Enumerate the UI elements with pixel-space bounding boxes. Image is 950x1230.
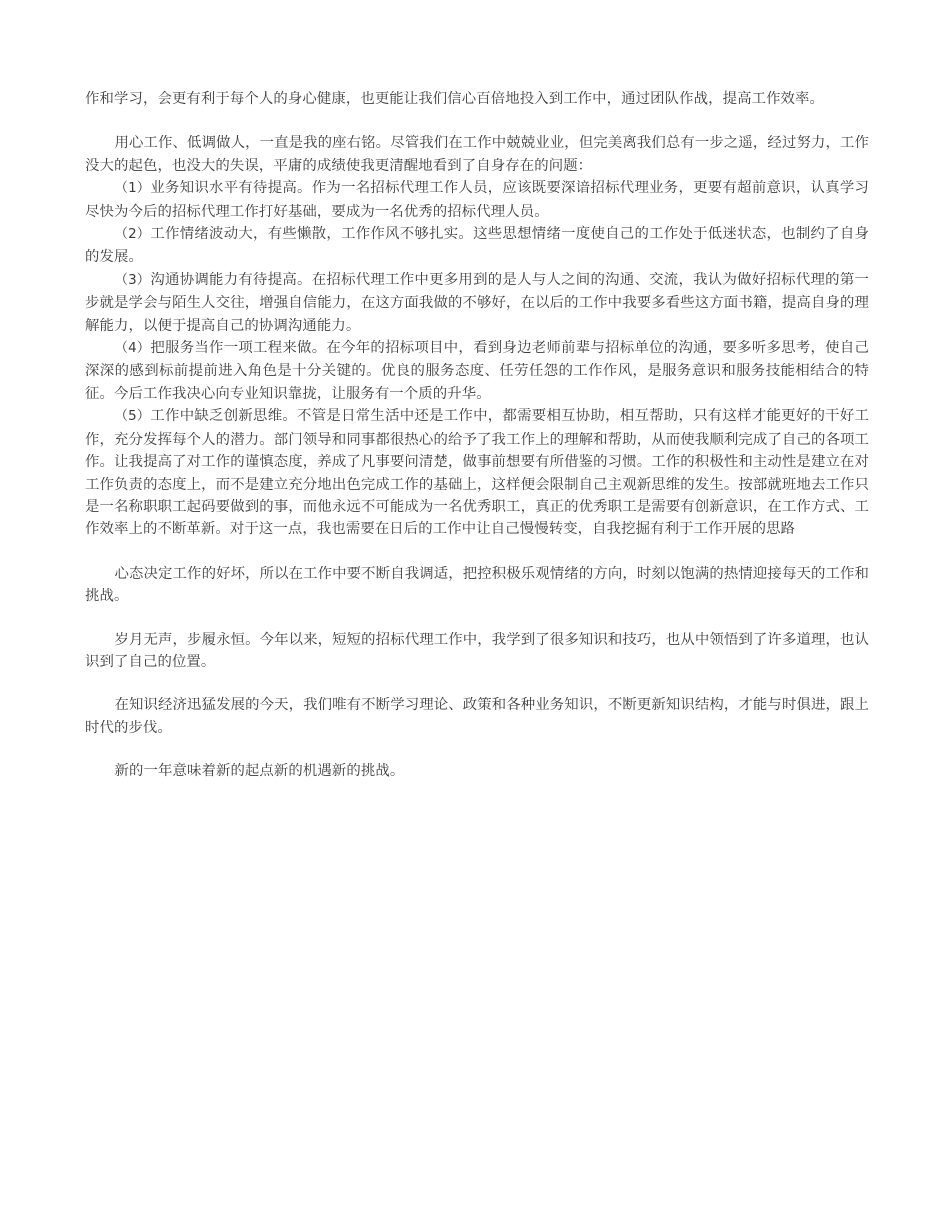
list-marker-5: （5） [114, 409, 151, 425]
list-marker-1: （1） [114, 181, 151, 197]
paragraph-spacer [85, 110, 869, 132]
document-body [85, 88, 869, 783]
list-marker-2: （2） [114, 227, 151, 243]
paragraph-spacer [85, 608, 869, 629]
paragraph-time: 岁月无声，步履永恒。今年以来，短短的招标代理工作中，我学到了很多知识和技巧，也从中领悟到了许多道理，也认识到了自己的位置。 [85, 631, 869, 670]
paragraph-mindset: 心态决定工作的好坏，所以在工作中要不断自我调适，把控积极乐观情绪的方向，时刻以饱满的热情迎接每天的工作和挑战。 [85, 565, 869, 605]
list-item-4-text: 把服务当作一项工程来做。在今年的招标项目中，看到身边老师前辈与招标单位的沟通，要多听多思考，使自己深深的感到标前提前进入角色是十分关键的。优良的服务态度、任劳任怨的工作作风，是服务意识和服务技能相结合的特征。今后工作我决心向专业知识靠拢，让服务有一个质的升华。 [85, 340, 869, 402]
list-item-1 [85, 177, 869, 223]
list-item-3-text: 沟通协调能力有待提高。在招标代理工作中更多用到的是人与人之间的沟通、交流，我认为做好招标代理的第一步就是学会与陌生人交往，增强自信能力，在这方面我做的不够好，在以后的工作中我要多看些这方面书籍，提高自身的理解能力，以便于提高自己的协调沟通能力。 [85, 271, 869, 334]
list-marker-3: （3） [114, 272, 151, 288]
list-item-3 [85, 269, 869, 337]
list-marker-4: （4） [114, 341, 151, 357]
paragraph-new-year: 新的一年意味着新的起点新的机遇新的挑战。 [114, 763, 405, 780]
list-item-2-text: 工作情绪波动大，有些懒散，工作作风不够扎实。这些思想情绪一度使自己的工作处于低迷状态，也制约了自身的发展。 [85, 226, 869, 266]
list-item-5 [85, 405, 869, 540]
paragraph-knowledge-economy: 在知识经济迅猛发展的今天，我们唯有不断学习理论、政策和各种业务知识，不断更新知识结构，才能与时俱进，跟上时代的步伐。 [85, 697, 869, 736]
list-item-5-text: 工作中缺乏创新思维。不管是日常生活中还是工作中，都需要相互协助，相互帮助，只有这样才能更好的干好工作，充分发挥每个人的潜力。部门领导和同事都很热心的给予了我工作上的理解和帮助，从而使我顺利完成了自己的各项工作。让我提高了对工作的谨慎态度，养成了凡事要问清楚，做事前想要有所借鉴的习惯。工作的积极性和主动性是建立在对工作负责的态度上，而不是建立充分地出色完成工作的基础上，这样便会限制自己主观新思维的发生。按部就班地去工作只是一名称职职工起码要做到的事，而他永远不可能成为一名优秀职工，真正的优秀职工是需要有创新意识，在工作方式、工作效率上的不断革新。对于这一点，我也需要在日后的工作中让自己慢慢转变，自我挖掘有利于工作开展的思路 [85, 408, 869, 538]
paragraph-spacer [85, 739, 869, 760]
paragraph-motto: 用心工作、低调做人，一直是我的座右铭。尽管我们在工作中兢兢业业，但完美离我们总有一步之遥，经过努力，工作没大的起色，也没大的失误，平庸的成绩使我更清醒地看到了自身存在的问题： [85, 135, 869, 174]
paragraph-spacer [85, 673, 869, 694]
list-item-1-text: 业务知识水平有待提高。作为一名招标代理工作人员，应该既要深谙招标代理业务，更要有超前意识，认真学习尽快为今后的招标代理工作打好基础，要成为一名优秀的招标代理人员。 [85, 180, 869, 220]
paragraph-spacer [85, 541, 869, 563]
paragraph-continuation: 作和学习，会更有利于每个人的身心健康，也更能让我们信心百倍地投入到工作中，通过团队作战，提高工作效率。 [85, 91, 825, 107]
list-item-2 [85, 223, 869, 269]
list-item-4 [85, 337, 869, 405]
